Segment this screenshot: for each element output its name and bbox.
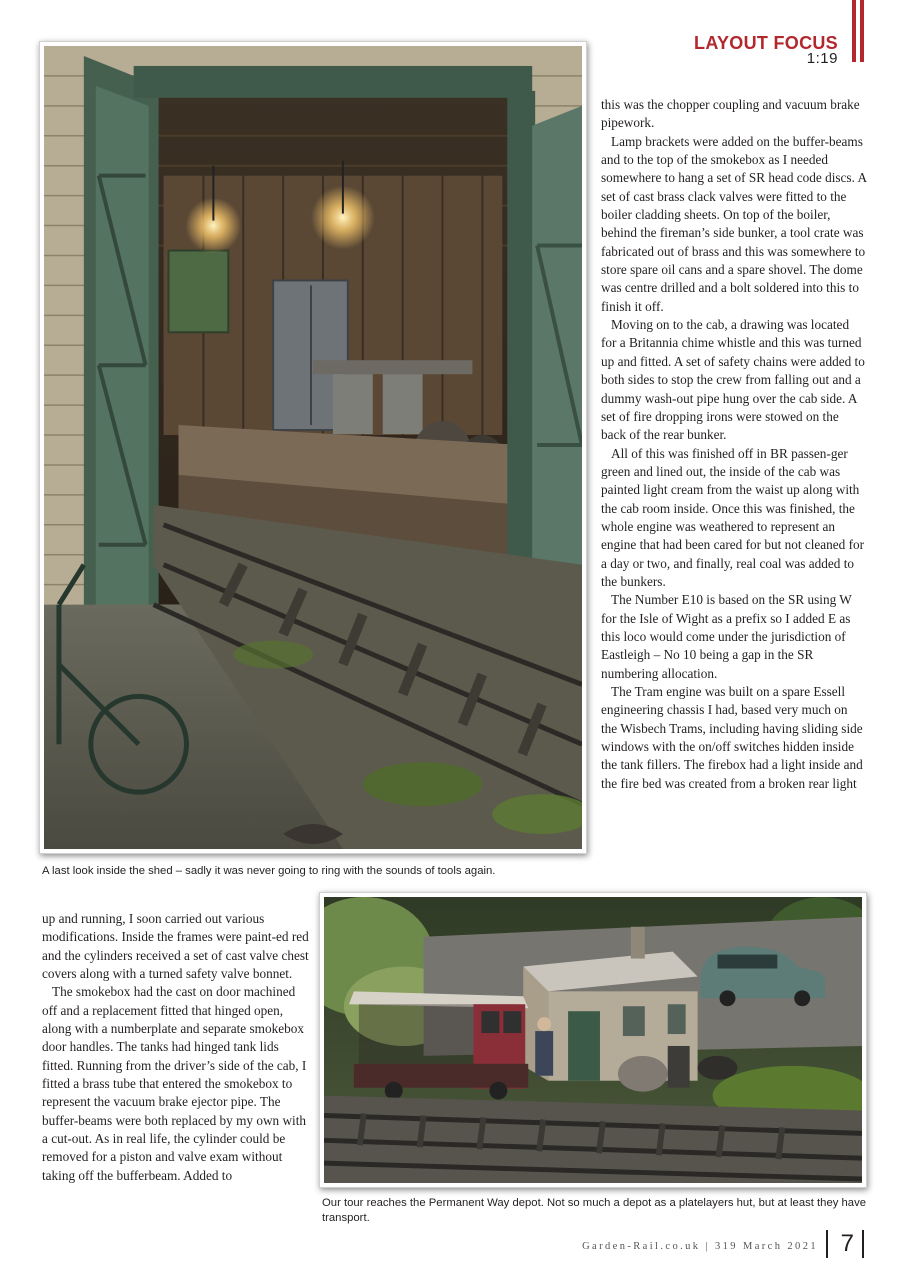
accent-bar xyxy=(860,0,864,62)
article-paragraph: up and running, I soon carried out various modifications. Inside the frames were paint-ed red and the cylinders received a set of cast valve chest covers along with a turned safety valve bonnet. xyxy=(42,911,309,982)
article-paragraph: All of this was finished off in BR passen-ger green and lined out, the inside of the cab was painted light cream from the waist up along with the cab room inside. Once this was finished, the whole engine was weathered to represent an engine that had been cared for but not cleaned for a day or two, and finally, real coal was added to the bunkers. xyxy=(601,445,865,589)
article-paragraph: Lamp brackets were added on the buffer-beams and to the top of the smokebox as I needed somewhere to hang a set of SR head code discs. A set of cast brass clack valves were fitted to the boiler cladding sheets. On top of the boiler, behind the fireman’s side bunker, a tool crate was fabricated out of brass and this was somewhere to store spare oil cans and a spare shovel. The dome was centre drilled and a bolt soldered into this to finish it off. xyxy=(601,133,867,314)
scale-label: 1:19 xyxy=(806,50,838,67)
depot-illustration xyxy=(324,897,862,1183)
permanent-way-depot-photo xyxy=(319,892,867,1188)
shed-interior-photo xyxy=(39,41,587,854)
article-paragraph: this was the chopper coupling and vacuum brake pipework. xyxy=(601,97,860,131)
shed-interior-illustration xyxy=(44,46,582,849)
photo-caption: Our tour reaches the Permanent Way depot. Not so much a depot as a platelayers hut, but at least they have transport. xyxy=(322,1197,867,1224)
accent-bar xyxy=(852,0,856,62)
section-title: LAYOUT FOCUS xyxy=(694,33,838,53)
article-paragraph: The Number E10 is based on the SR using W for the Isle of Wight as a prefix so I added E as this loco would come under the jurisdiction of Eastleigh – No 10 being a gap in the SR numbering allocation. xyxy=(601,592,852,681)
publication-footer: Garden-Rail.co.uk | 319 March 2021 xyxy=(582,1241,818,1252)
page-number: 7 xyxy=(840,1230,854,1257)
article-paragraph: The Tram engine was built on a spare Essell engineering chassis I had, based very much on the Wisbech Trams, including having sliding side windows with the on/off switches hidden inside the tank fillers. The firebox had a light inside and the fire bed was created from a broken rear light xyxy=(601,684,863,791)
footer-divider xyxy=(826,1230,828,1258)
article-paragraph: Moving on to the cab, a drawing was located for a Britannia chime whistle and this was turned up and fitted. A set of safety chains were added to both sides to stop the crew from falling out and a dummy wash-out pipe hung over the cab side. A set of fire dropping irons were stowed on the back of the rear bunker. xyxy=(601,317,865,443)
article-left-column xyxy=(42,910,310,1185)
photo-caption: A last look inside the shed – sadly it was never going to ring with the sounds of tools again. xyxy=(42,865,496,877)
footer-divider xyxy=(862,1230,864,1258)
header-accent-bars xyxy=(852,0,864,62)
article-right-column xyxy=(601,96,867,793)
article-paragraph: The smokebox had the cast on door machined off and a replacement fitted that hinged open, along with a numberplate and separate smokebox door handles. The tanks had hinged tank lids fitted. Running from the driver’s side of the cab, I fitted a brass tube that entered the smokebox to represent the vacuum brake ejector pipe. The buffer-beams were both replaced by my own with a cut-out. As in real life, the cylinder could be removed for a piston and valve exam without taking off the bufferbeam. Added to xyxy=(42,984,307,1183)
